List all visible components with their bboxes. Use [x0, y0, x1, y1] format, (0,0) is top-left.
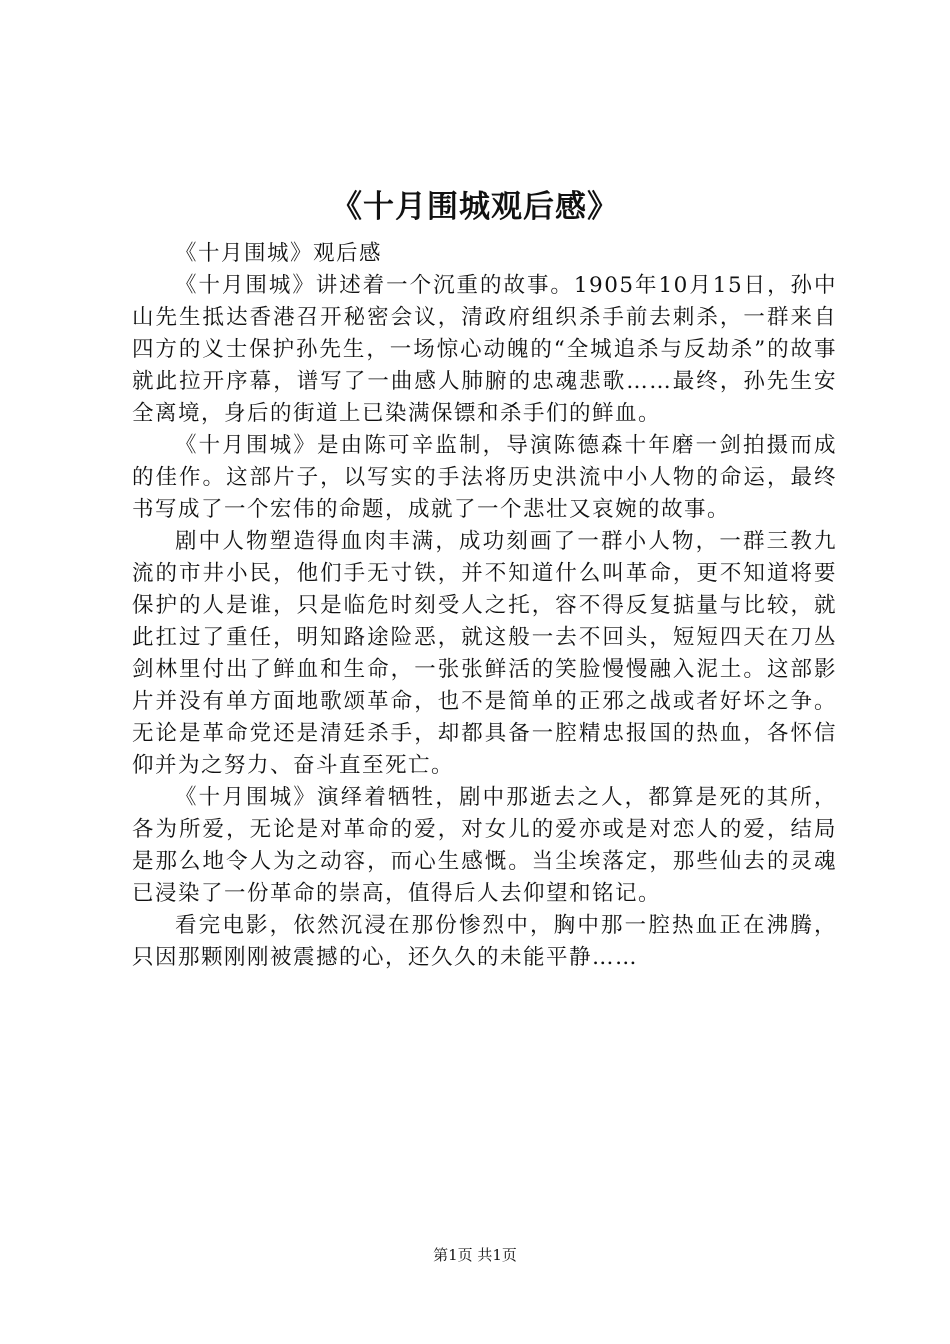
paragraph-2: 《十月围城》是由陈可辛监制，导演陈德森十年磨一剑拍摄而成的佳作。这部片子，以写实的手法将历史洪流中小人物的命运，最终书写成了一个宏伟的命题，成就了一个悲壮又哀婉的故事。 — [132, 433, 837, 522]
page-footer: 第1页 共1页 — [433, 1246, 517, 1264]
paragraph-1: 《十月围城》讲述着一个沉重的故事。1905年10月15日，孙中山先生抵达香港召开秘密会议，清政府组织杀手前去刺杀，一群来自四方的义士保护孙先生，一场惊心动魄的“全城追杀与反劫杀”的故事就此拉开序幕，谱写了一曲感人肺腑的忠魂悲歌……最终，孙先生安全离境，身后的街道上已染满保镖和杀手们的鲜血。 — [132, 273, 837, 426]
document-body — [132, 238, 837, 974]
paragraph-5: 看完电影，依然沉浸在那份惨烈中，胸中那一腔热血正在沸腾，只因那颗刚刚被震撼的心，还久久的未能平静…… — [132, 913, 837, 970]
paragraph-3: 剧中人物塑造得血肉丰满，成功刻画了一群小人物，一群三教九流的市井小民，他们手无寸铁，并不知道什么叫革命，更不知道将要保护的人是谁，只是临危时刻受人之托，容不得反复掂量与比较，就此扛过了重任，明知路途险恶，就这般一去不回头，短短四天在刀丛剑林里付出了鲜血和生命，一张张鲜活的笑脸慢慢融入泥土。这部影片并没有单方面地歌颂革命，也不是简单的正邪之战或者好坏之争。无论是革命党还是清廷杀手，却都具备一腔精忠报国的热血，各怀信仰并为之努力、奋斗直至死亡。 — [132, 529, 837, 778]
paragraph-4: 《十月围城》演绎着牺牲，剧中那逝去之人，都算是死的其所，各为所爱，无论是对革命的爱，对女儿的爱亦或是对恋人的爱，结局是那么地令人为之动容，而心生感慨。当尘埃落定，那些仙去的灵魂已浸染了一份革命的崇高，值得后人去仰望和铭记。 — [132, 785, 837, 906]
document-title: 《十月围城观后感》 — [331, 189, 619, 225]
paragraph-subtitle: 《十月围城》观后感 — [175, 241, 383, 266]
